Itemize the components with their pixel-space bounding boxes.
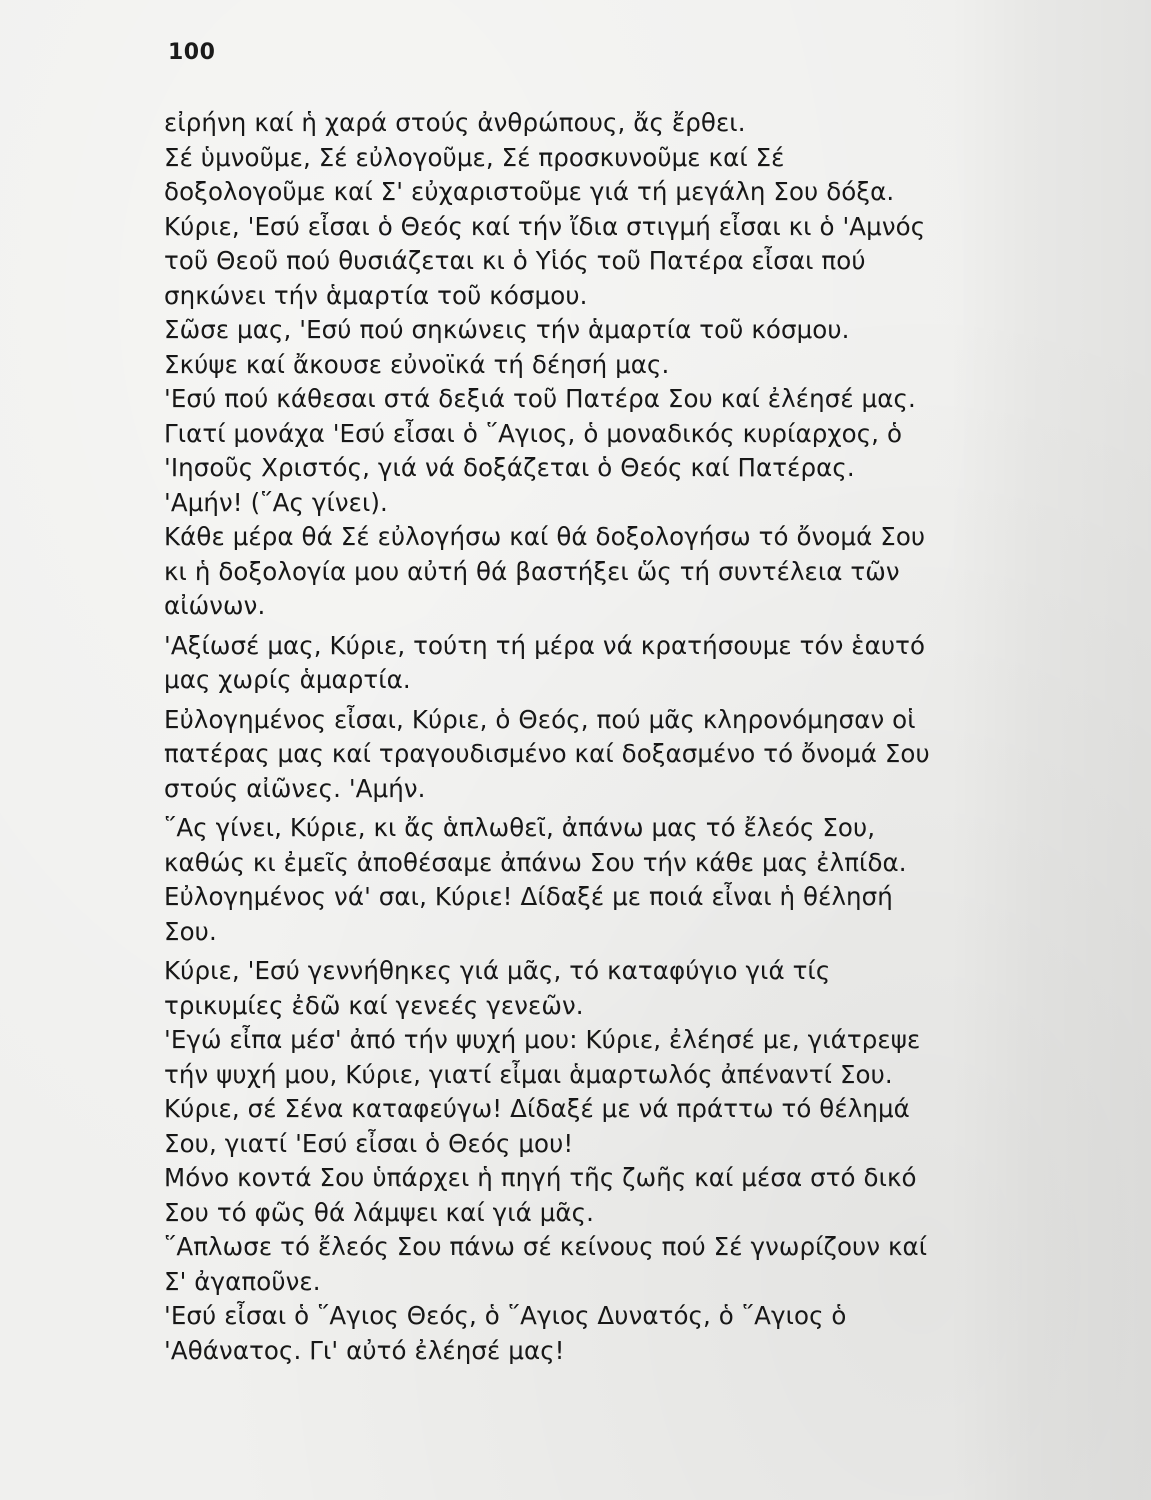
text-line: τήν ψυχή μου, Κύριε, γιατί εἶμαι ἁμαρτωλός ἀπέναντί Σου. [164,1059,893,1089]
text-line: Εὐλογημένος εἶσαι, Κύριε, ὁ Θεός, πού μᾶς κληρονόμησαν οἱ [164,704,916,734]
text-line: Σκύψε καί ἄκουσε εὐνοϊκά τή δέησή μας. [164,349,670,379]
text-line: Κάθε μέρα θά Σέ εὐλογήσω καί θά δοξολογήσω τό ὄνομά Σου [164,522,926,551]
text-line: 'Αμήν! (῞Ας γίνει). [164,487,388,517]
text-line: σηκώνει τήν ἁμαρτία τοῦ κόσμου. [164,280,588,310]
text-line: αἰώνων. [164,591,266,620]
text-line: Σ' ἀγαποῦνε. [164,1266,321,1296]
page-number: 100 [168,40,216,65]
text-line: κι ἡ δοξολογία μου αὐτή θά βαστήξει ὥς τή συντέλεια τῶν [164,556,900,586]
text-line: πατέρας μας καί τραγουδισμένο καί δοξασμένο τό ὄνομά Σου [164,739,930,768]
text-line: τρικυμίες ἐδῶ καί γενεές γενεῶν. [164,990,584,1020]
text-line: μας χωρίς ἁμαρτία. [164,665,411,694]
text-line: ῞Απλωσε τό ἔλεός Σου πάνω σέ κείνους πού Σέ γνωρίζουν καί [164,1232,928,1261]
text-line: Κύριε, 'Εσύ εἶσαι ὁ Θεός καί τήν ἴδια στιγμή εἶσαι κι ὁ 'Αμνός [164,211,926,241]
text-line: Κύριε, σέ Σένα καταφεύγω! Δίδαξέ με νά πράττω τό θέλημά [164,1094,910,1123]
text-line: στούς αἰῶνες. 'Αμήν. [164,773,426,803]
text-line: 'Εσύ πού κάθεσαι στά δεξιά τοῦ Πατέρα Σου καί ἐλέησέ μας. [164,384,916,413]
text-line: Εὐλογημένος νά' σαι, Κύριε! Δίδαξέ με ποιά εἶναι ἡ θέλησή [164,882,893,911]
text-line: εἰρήνη καί ἡ χαρά στούς ἀνθρώπους, ἄς ἔρθει. [164,108,746,137]
text-line: 'Εγώ εἶπα μέσ' ἀπό τήν ψυχή μου: Κύριε, ἐλέησέ με, γιάτρεψε [164,1025,921,1054]
text-line: Σέ ὑμνοῦμε, Σέ εὐλογοῦμε, Σέ προσκυνοῦμε καί Σέ [164,142,785,172]
text-line: Σου. [164,916,217,946]
text-line: δοξολογοῦμε καί Σ' εὐχαριστοῦμε γιά τή μεγάλη Σου δόξα. [164,177,895,206]
text-line: 'Εσύ εἶσαι ὁ ῞Αγιος Θεός, ὁ ῞Αγιος Δυνατός, ὁ ῞Αγιος ὁ [164,1301,847,1330]
text-line: 'Αξίωσέ μας, Κύριε, τούτη τή μέρα νά κρατήσουμε τόν ἑαυτό [164,630,926,660]
text-line: Σου τό φῶς θά λάμψει καί γιά μᾶς. [164,1197,595,1227]
text-line: 'Ιησοῦς Χριστός, γιά νά δοξάζεται ὁ Θεός καί Πατέρας. [164,453,855,482]
text-line: Μόνο κοντά Σου ὑπάρχει ἡ πηγή τῆς ζωῆς καί μέσα στό δικό [164,1163,917,1192]
text-line: Γιατί μονάχα 'Εσύ εἶσαι ὁ ῞Αγιος, ὁ μοναδικός κυρίαρχος, ὁ [164,418,903,448]
text-line: Κύριε, 'Εσύ γεννήθηκες γιά μᾶς, τό καταφύγιο γιά τίς [164,956,831,985]
text-line: ῞Ας γίνει, Κύριε, κι ἄς ἁπλωθεῖ, ἀπάνω μας τό ἔλεός Σου, [164,813,876,842]
body-text [164,106,1044,1368]
text-line: 'Αθάνατος. Γι' αὐτό ἐλέησέ μας! [164,1335,565,1365]
text-line: καθώς κι ἐμεῖς ἀποθέσαμε ἀπάνω Σου τήν κάθε μας ἐλπίδα. [164,847,907,877]
text-line: Σου, γιατί 'Εσύ εἶσαι ὁ Θεός μου! [164,1128,574,1158]
text-line: τοῦ Θεοῦ πού θυσιάζεται κι ὁ Υἱός τοῦ Πατέρα εἶσαι πού [164,246,866,275]
text-line: Σῶσε μας, 'Εσύ πού σηκώνεις τήν ἁμαρτία τοῦ κόσμου. [164,315,850,344]
